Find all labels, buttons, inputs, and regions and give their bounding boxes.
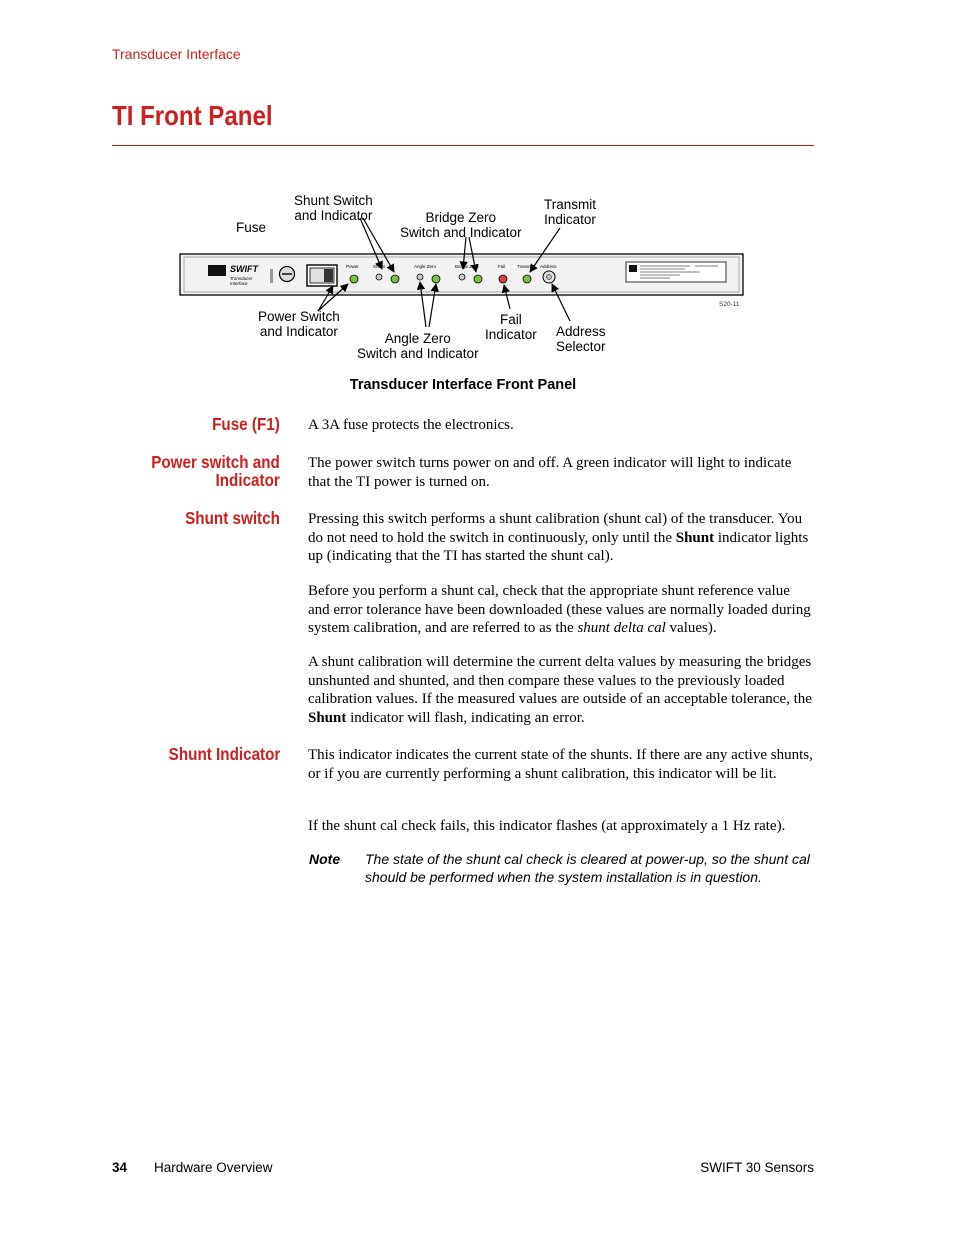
callout-fail: Fail Indicator xyxy=(485,312,537,342)
page-number: 34 xyxy=(112,1160,128,1175)
fail-led-icon xyxy=(499,275,507,283)
panel-label-fail: Fail xyxy=(498,264,506,269)
heading-fuse: Fuse (F1) xyxy=(212,414,280,434)
callout-bridge-zero: Bridge Zero Switch and Indicator xyxy=(400,210,522,240)
transmit-led-icon xyxy=(523,275,531,283)
panel-label-power: Power xyxy=(346,264,359,269)
figure-caption: Transducer Interface Front Panel xyxy=(349,377,577,393)
title-rule xyxy=(112,145,814,146)
page-title: TI Front Panel xyxy=(112,100,273,131)
angle-zero-led-icon xyxy=(432,275,440,283)
panel-label-bridge-zero: Bridge Zero xyxy=(455,264,479,269)
power-paragraph: The power switch turns power on and off. A green indicator will light to indicate that the TI power is turned on. xyxy=(308,455,792,490)
callout-fuse: Fuse xyxy=(236,220,267,235)
bridge-zero-led-icon xyxy=(474,275,482,283)
footer-product: SWIFT 30 Sensors xyxy=(700,1160,814,1175)
heading-shunt-switch: Shunt switch xyxy=(185,508,280,528)
logo-block xyxy=(208,265,226,276)
indicator-paragraph-2: If the shunt cal check fails, this indicator flashes (at approximately a 1 Hz rate). xyxy=(308,818,786,834)
angle-zero-button-icon xyxy=(417,274,423,280)
panel-label-address: Address xyxy=(540,264,557,269)
front-panel-figure xyxy=(170,185,770,365)
bridge-zero-button-icon xyxy=(459,274,465,280)
note-text: The state of the shunt cal check is cleared at power-up, so the shunt cal should be performed when the system installation is in question. xyxy=(365,851,810,885)
indicator-paragraph-1: This indicator indicates the current state of the shunts. If there are any active shunts, or if you are currently performing a shunt calibration, this indicator will be lit. xyxy=(308,747,813,782)
callout-transmit: Transmit Indicator xyxy=(544,197,597,227)
panel-label-shunt: Shunt xyxy=(373,264,385,269)
callout-angle-zero: Angle Zero Switch and Indicator xyxy=(357,331,479,361)
panel-brand: SWIFT xyxy=(230,264,258,274)
power-led-icon xyxy=(350,275,358,283)
shunt-paragraph-2: Before you perform a shunt cal, check that the appropriate shunt reference value and error tolerance have been downloaded (these values are normally loaded during system calibration, and are referred to as the shunt delta cal values). xyxy=(308,583,811,637)
callout-address: Address Selector xyxy=(556,324,606,354)
callout-shunt-switch: Shunt Switch and Indicator xyxy=(294,193,373,223)
heading-power-switch: Power switch and Indicator xyxy=(151,452,280,490)
panel-sub1: Transducer xyxy=(230,276,253,281)
shunt-paragraph-1: Pressing this switch performs a shunt calibration (shunt cal) of the transducer. You do not need to hold the switch in continuously, only until the Shunt indicator lights up (indicating that the TI has started the shunt cal). xyxy=(308,511,809,565)
panel-label-angle-zero: Angle Zero xyxy=(414,264,437,269)
shunt-paragraph-3: A shunt calibration will determine the current delta values by measuring the bridges unshunted and shunted, and then compare these values to the previously loaded calibration values. If the measured values are outside of an acceptable tolerance, the Shunt indicator will flash, indicating an error. xyxy=(308,654,812,727)
panel-sub2: Interface xyxy=(230,281,248,286)
fuse-paragraph: A 3A fuse protects the electronics. xyxy=(308,417,514,433)
running-header: Transducer Interface xyxy=(112,46,241,62)
heading-shunt-indicator: Shunt Indicator xyxy=(168,744,280,764)
panel-label-transmit: Transmit xyxy=(517,264,535,269)
figure-code: S20-11 xyxy=(719,301,740,308)
shunt-led-icon xyxy=(391,275,399,283)
callout-power-switch: Power Switch and Indicator xyxy=(258,309,340,339)
shunt-button-icon xyxy=(376,274,382,280)
note-label: Note xyxy=(309,851,341,867)
footer-chapter: Hardware Overview xyxy=(154,1160,273,1175)
